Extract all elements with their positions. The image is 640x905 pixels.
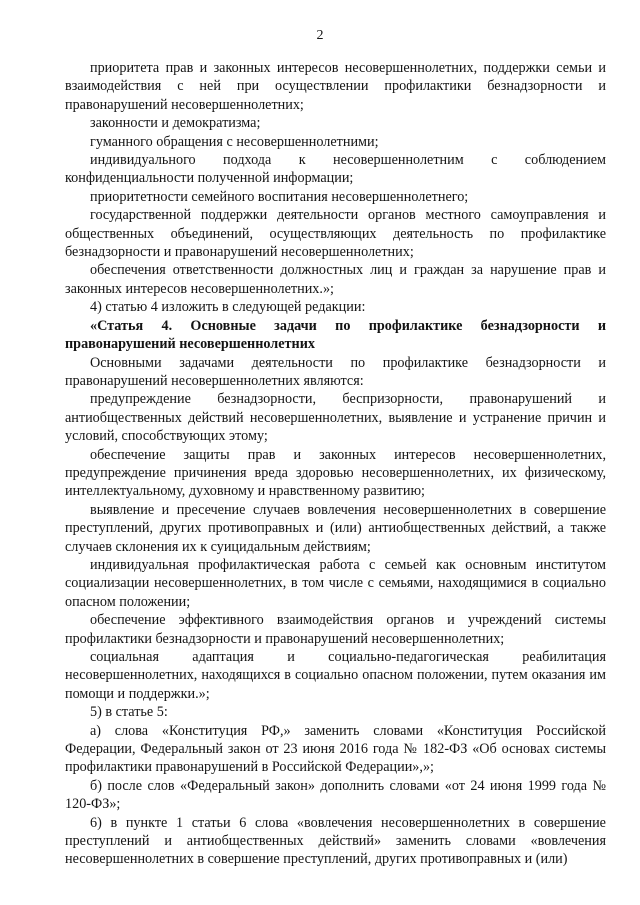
paragraph-principle-humane-treatment: гуманного обращения с несовершеннолетними; [90,133,379,150]
article-4-heading: «Статья 4. Основные задачи по профилактике безнадзорности и правонарушений несовершеннолетних [65,317,606,353]
paragraph-task-social-adaptation: социальная адаптация и социально-педагогическая реабилитация несовершеннолетних, находящихся в социально опасном положении, путем оказания им помощи и поддержки.»; [65,649,606,702]
paragraph-task-interaction: обеспечение эффективного взаимодействия органов и учреждений системы профилактики безнадзорности и правонарушений несовершеннолетних; [65,612,606,647]
paragraph-task-prevention: предупреждение безнадзорности, беспризорности, правонарушений и антиобщественных действий несовершеннолетних, выявление и устранение причин и условий, способствующих этому; [65,391,606,445]
paragraph-principle-priority-rights: приоритета прав и законных интересов несовершеннолетних, поддержки семьи и взаимодействия с ней при осуществлении профилактики безнадзорности и правонарушений несовершеннолетних; [65,60,606,113]
paragraph-task-detection: выявление и пресечение случаев вовлечения несовершеннолетних в совершение преступлений, других противоправных и (или) антиобщественных действий, а также случаев склонения их к суицидальным действиям; [65,501,606,555]
paragraph-main-tasks-intro: Основными задачами деятельности по профилактике безнадзорности и правонарушений несовершеннолетних являются: [65,354,606,389]
paragraph-principle-responsibility: обеспечения ответственности должностных лиц и граждан за нарушение прав и законных интересов несовершеннолетних.»; [65,262,606,297]
page-number: 2 [316,28,324,43]
paragraph-amendment-5a: а) слова «Конституция РФ,» заменить словами «Конституция Российской Федерации, Федеральный закон от 23 июня 2016 года № 182-ФЗ «Об основах системы профилактики правонарушений в Российской Федерации»,»; [65,722,606,776]
document-body [65,59,606,869]
paragraph-principle-legality: законности и демократизма; [90,115,261,132]
paragraph-amendment-article-6: 6) в пункте 1 статьи 6 слова «вовлечения несовершеннолетних в совершение преступлений и антиобщественных действий» заменить словами «вовлечения несовершеннолетних в совершение преступлений, других противоправных и (или) [65,814,606,868]
paragraph-task-family-work: индивидуальная профилактическая работа с семьей как основным институтом социализации несовершеннолетних, в том числе с семьями, находящимися в социально опасном положении; [65,556,606,610]
paragraph-amendment-article-4: 4) статью 4 изложить в следующей редакции: [90,299,366,316]
paragraph-amendment-article-5: 5) в статье 5: [90,704,168,721]
paragraph-principle-family-upbringing: приоритетности семейного воспитания несовершеннолетнего; [90,188,469,205]
paragraph-principle-state-support: государственной поддержки деятельности органов местного самоуправления и общественных объединений, осуществляющих деятельность по профилактике безнадзорности и правонарушений несовершеннолетних; [65,207,606,261]
paragraph-principle-individual-approach: индивидуального подхода к несовершеннолетним с соблюдением конфиденциальности полученной информации; [65,152,606,187]
paragraph-task-protection: обеспечение защиты прав и законных интересов несовершеннолетних, предупреждение причинения вреда здоровью несовершеннолетних, их физическому, интеллектуальному, духовному и нравственному развитию; [65,446,606,500]
paragraph-amendment-5b: б) после слов «Федеральный закон» дополнить словами «от 24 июня 1999 года № 120-ФЗ»; [65,777,606,813]
